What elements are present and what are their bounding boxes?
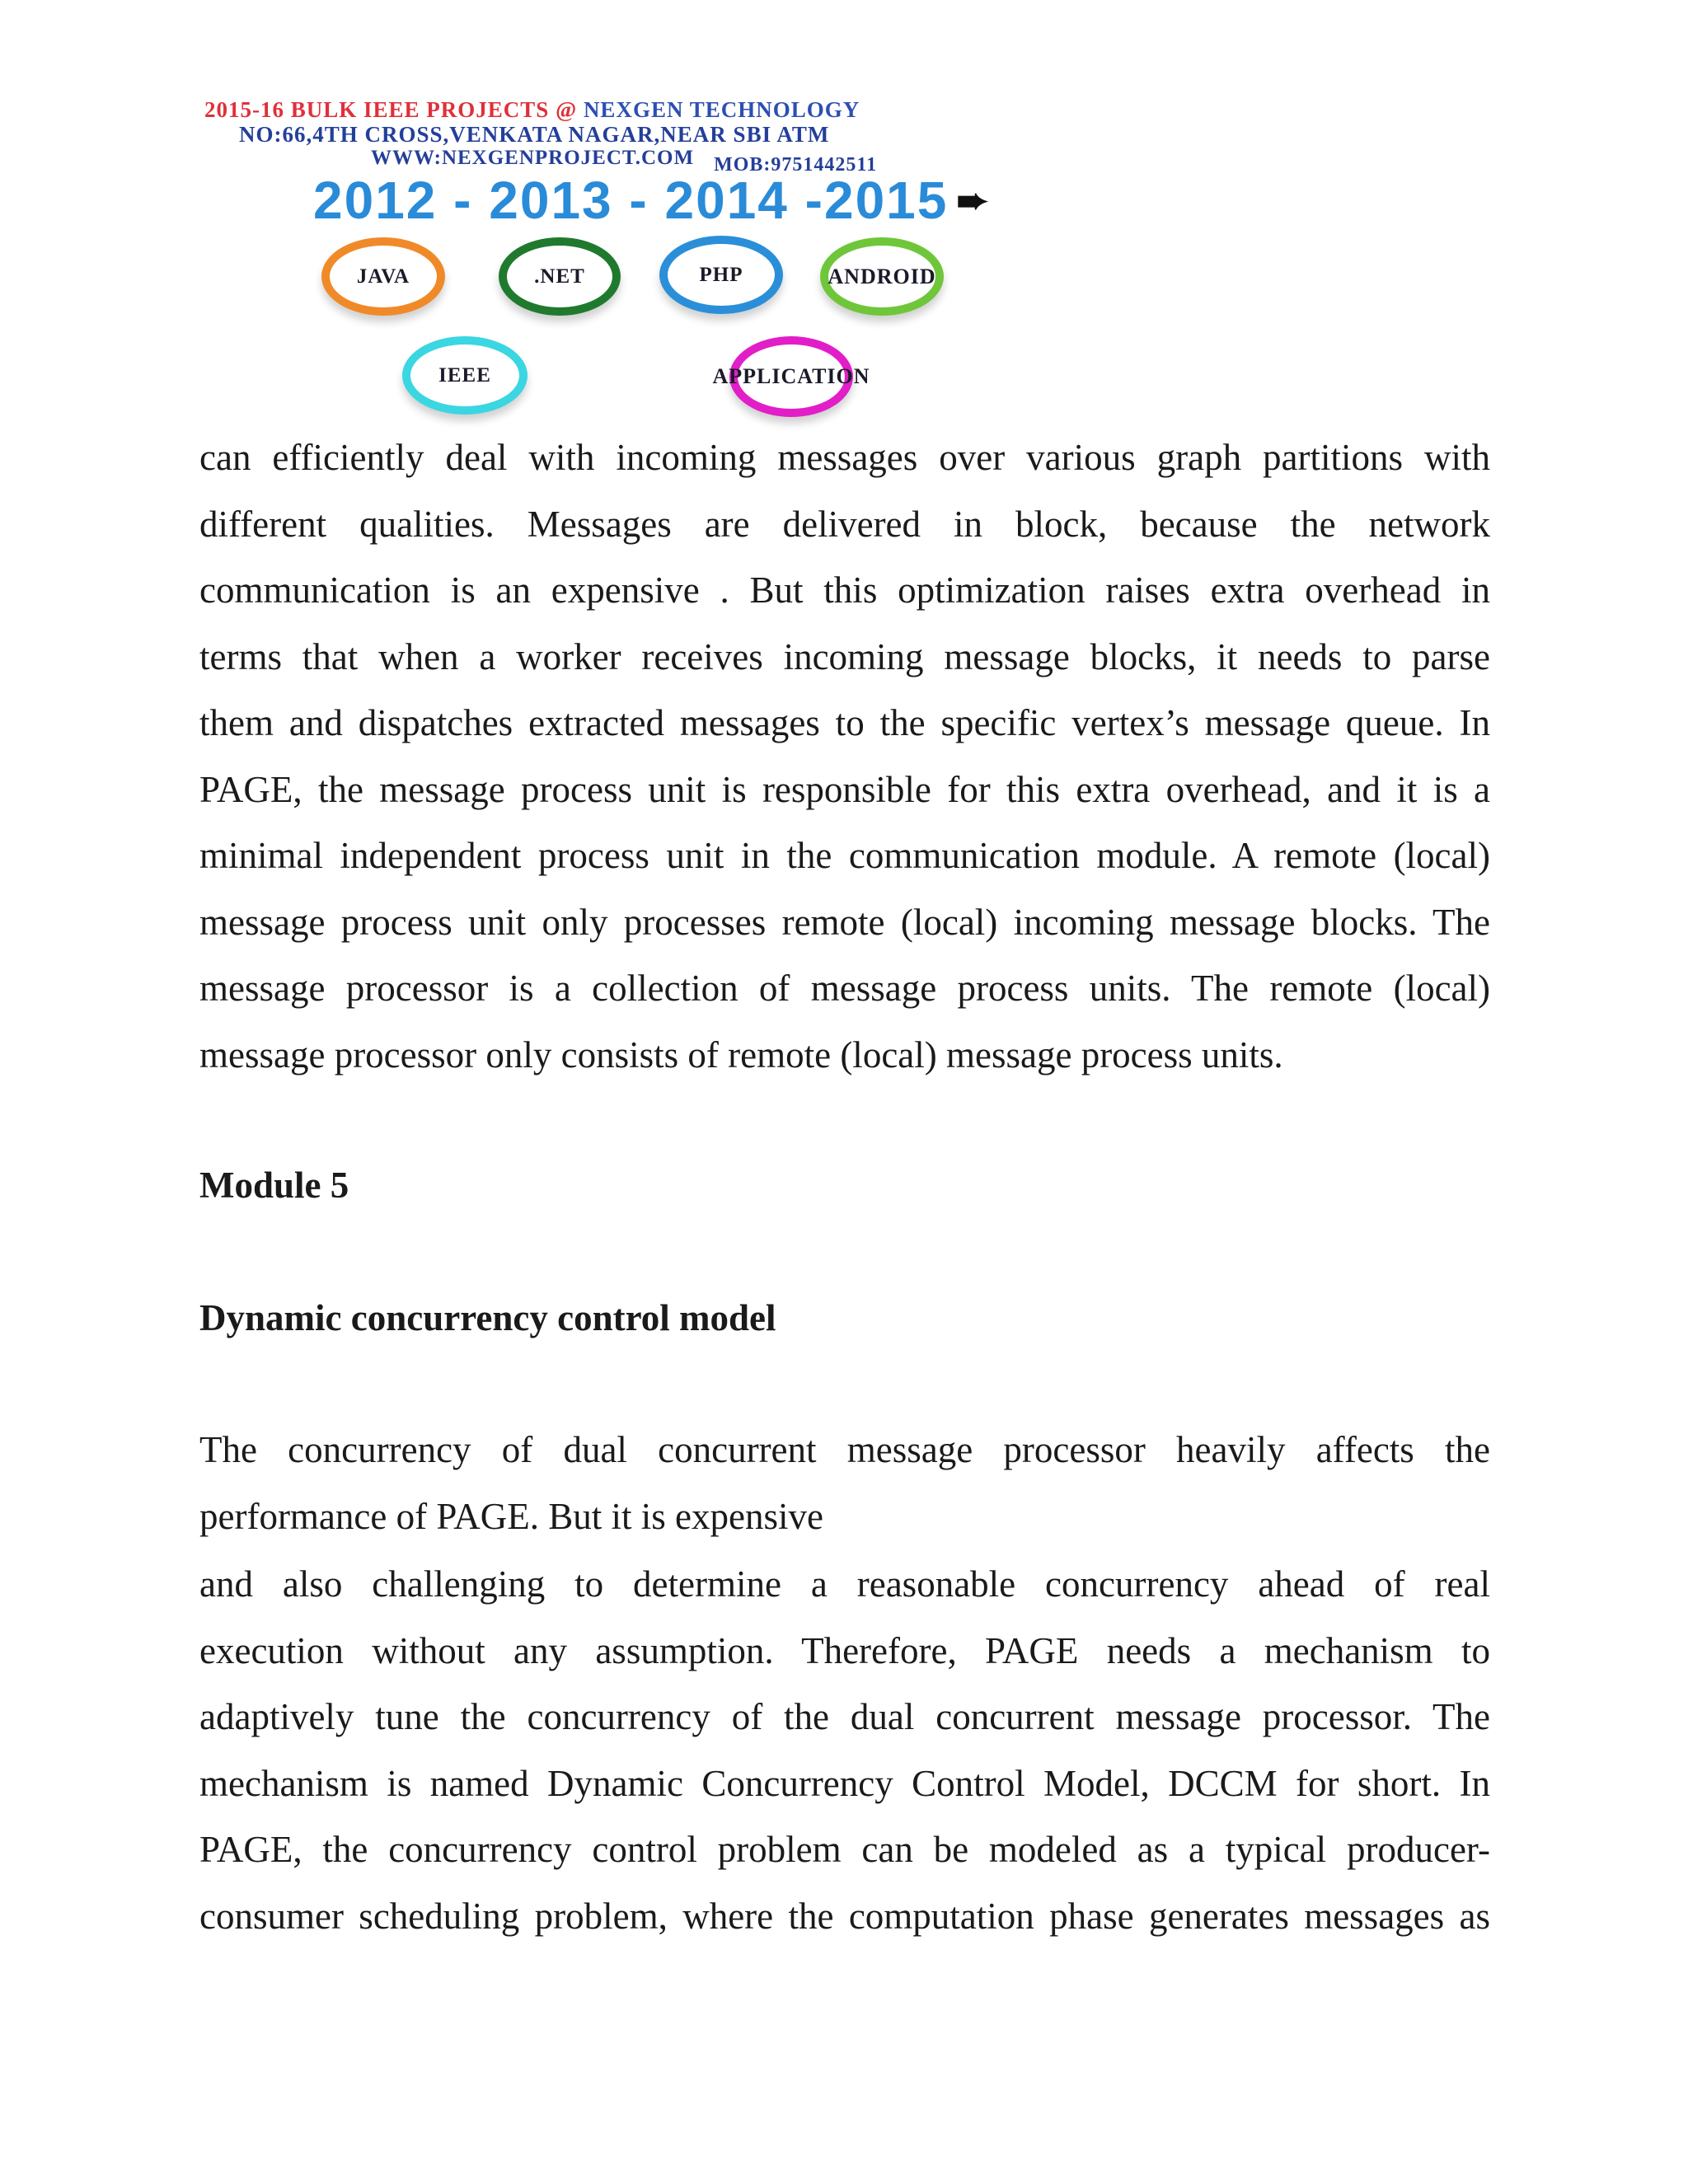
text-line: message processor only consists of remote (local) message process units. (199, 1033, 1283, 1076)
tag-php (659, 236, 783, 314)
banner-address: NO:66,4TH CROSS,VENKATA NAGAR,NEAR SBI ATM (239, 122, 830, 147)
section-heading: Dynamic concurrency control model (199, 1297, 776, 1338)
text-line: message processor is a collection of message process units. The remote (local) (199, 968, 1490, 1009)
text-line: consumer scheduling problem, where the computation phase generates messages as (199, 1895, 1490, 1937)
text-line: terms that when a worker receives incoming message blocks, it needs to parse (199, 635, 1490, 677)
text-line: can efficiently deal with incoming messages over various graph partitions with (199, 437, 1490, 478)
tag-ieee (402, 336, 528, 415)
tag-dotnet-label: .NET (534, 265, 585, 288)
text-line: them and dispatches extracted messages to the specific vertex’s message queue. In (199, 702, 1490, 743)
text-line: execution without any assumption. Therefore, PAGE needs a mechanism to (199, 1629, 1490, 1671)
text-line: minimal independent process unit in the communication module. A remote (local) (199, 835, 1490, 876)
banner-mobile: MOB:9751442511 (714, 154, 878, 176)
text-line: different qualities. Messages are delivered in block, because the network (199, 503, 1490, 545)
banner-contact (371, 147, 878, 176)
module-heading: Module 5 (199, 1165, 349, 1206)
tag-application-label: APPLICATION (712, 364, 870, 388)
tag-android-label: ANDROID (828, 264, 936, 288)
banner-years (313, 170, 990, 231)
tag-android (820, 237, 944, 316)
paragraph-message-processor (199, 424, 1490, 1088)
banner-years-text: 2012 - 2013 - 2014 -2015 (313, 171, 949, 230)
tag-ieee-label: IEEE (438, 363, 491, 387)
text-line: PAGE, the message process unit is responsible for this extra overhead, and it is a (199, 768, 1490, 810)
banner-title (204, 97, 860, 123)
tag-dotnet (499, 237, 621, 316)
text-line: PAGE, the concurrency control problem can be modeled as a typical producer- (199, 1829, 1490, 1870)
text-line: performance of PAGE. But it is expensive (199, 1495, 823, 1537)
banner-title-red: 2015-16 BULK IEEE PROJECTS @ (204, 97, 578, 122)
text-line: message process unit only processes remote (local) incoming message blocks. The (199, 901, 1490, 943)
text-line: communication is an expensive . But this optimization raises extra overhead in (199, 569, 1490, 611)
paragraph-concurrency-b (199, 1551, 1490, 1949)
text-line: mechanism is named Dynamic Concurrency Control Model, DCCM for short. In (199, 1762, 1490, 1804)
banner-website: WWW:NEXGENPROJECT.COM (371, 147, 695, 169)
banner-title-blue: NEXGEN TECHNOLOGY (577, 97, 860, 122)
tag-application (712, 336, 870, 417)
banner-logo (198, 97, 1039, 427)
text-line: and also challenging to determine a reasonable concurrency ahead of real (199, 1563, 1490, 1605)
text-line: The concurrency of dual concurrent message processor heavily affects the (199, 1429, 1490, 1470)
text-line: adaptively tune the concurrency of the dual concurrent message processor. The (199, 1696, 1490, 1737)
document-body (199, 424, 1490, 1088)
arrow-right-icon: ➨ (956, 179, 990, 222)
tag-java (321, 237, 445, 316)
paragraph-concurrency-a (199, 1417, 1490, 1549)
tag-java-label: JAVA (356, 265, 410, 288)
tag-php-label: PHP (699, 263, 743, 286)
